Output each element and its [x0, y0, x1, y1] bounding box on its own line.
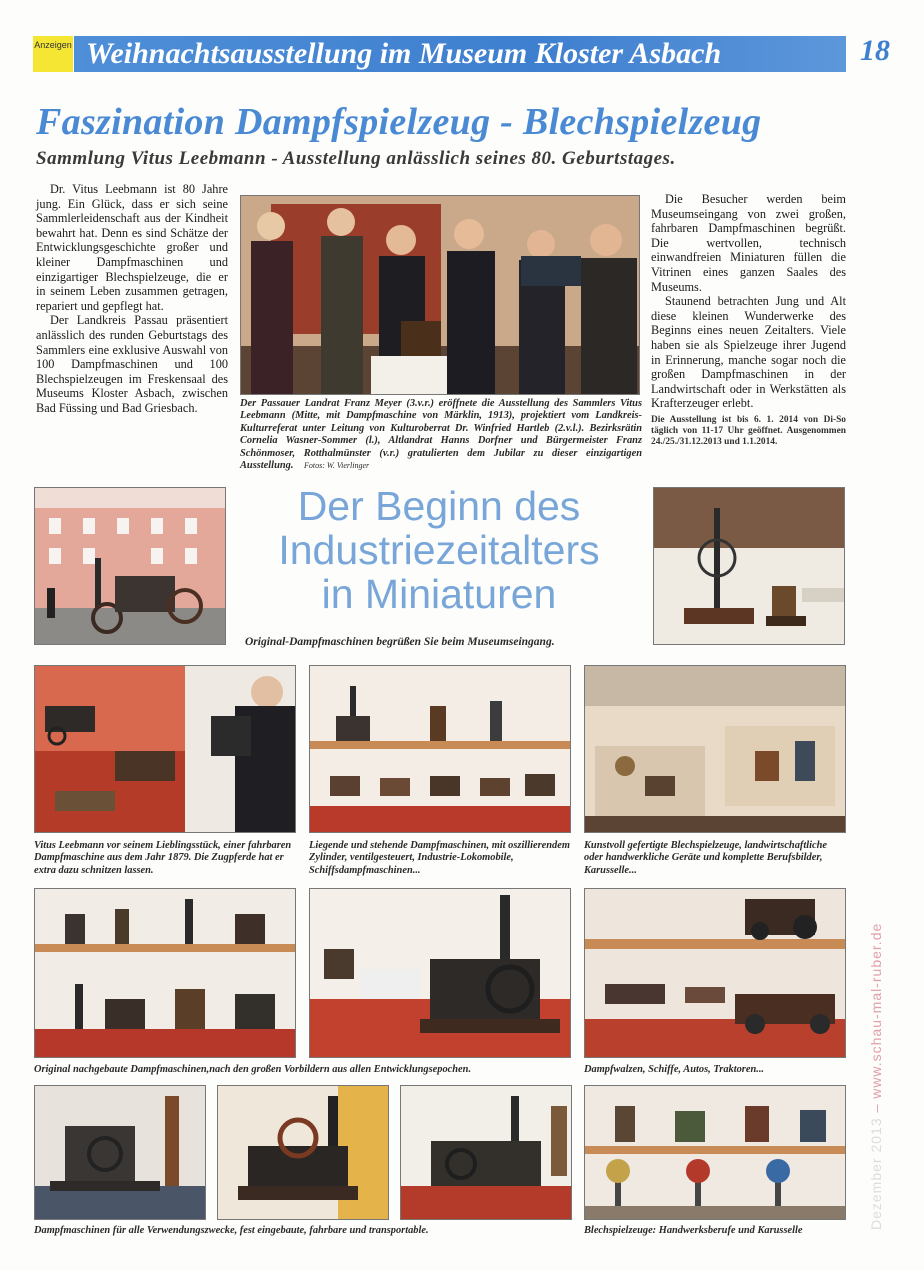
caption-row3-left: Dampfmaschinen für alle Verwendungszwecke, fest eingebaute, fahrbare und transportable.	[34, 1225, 429, 1236]
large-steam-engine-photo	[309, 888, 571, 1058]
opening-hours-note: Die Ausstellung ist bis 6. 1. 2014 von Di-So täglich von 11-17 Uhr geöffnet. Ausgenommen 24./25./31.12.2013 und 1.1.2014.	[651, 414, 846, 448]
right-text-column	[651, 192, 846, 449]
feature-title-line-1: Der Beginn des	[297, 483, 581, 529]
caption-row1-mid: Liegende und stehende Dampfmaschinen, mit oszillierendem Zylinder, ventilgesteuert, Industrie-Lokomobile, Schiffsdampfmaschinen...	[309, 840, 570, 876]
group-photo-caption	[240, 398, 642, 472]
side-date: Dezember 2013	[868, 1117, 884, 1230]
caption-row2-right: Dampfwalzen, Schiffe, Autos, Traktoren...	[584, 1064, 765, 1075]
banner-title: Weihnachtsausstellung im Museum Kloster Asbach	[74, 36, 846, 72]
caption-row2-left: Original nachgebaute Dampfmaschinen,nach den großen Vorbildern aus allen Entwicklungsepochen.	[34, 1064, 472, 1075]
caption-row1-right: Kunstvoll gefertigte Blechspielzeuge, landwirtschaftliche oder handwerkliche Geräte und komplette Berufsbilder, Karusselle...	[584, 840, 828, 876]
left-paragraph-1: Dr. Vitus Leebmann ist 80 Jahre jung. Ein Glück, dass er sich seine Sammlerleidenschaft aus der Kindheit bewahrt hat. Denn es sind Schätze der Entwicklungsgeschichte großer und kleiner Dampfmaschinen und einzigartiger Blechspielzeuge, die er in seinem Leben zusammen getragen, repariert und gepflegt hat.	[36, 182, 228, 313]
page-number: 18	[860, 34, 890, 67]
steam-engine-closeup-photo	[653, 487, 845, 645]
leebmann-favorite-photo	[34, 665, 296, 833]
ad-tag: Anzeigen	[33, 36, 73, 72]
stationary-engine-photo	[34, 1085, 206, 1220]
left-text-column	[36, 182, 228, 416]
crafts-carousels-photo	[584, 1085, 846, 1220]
tin-toys-vitrine-photo	[584, 665, 846, 833]
steam-engines-shelves-photo	[309, 665, 571, 833]
caption-row3-right: Blechspielzeuge: Handwerksberufe und Karusselle	[584, 1225, 803, 1236]
mobile-engine-photo	[217, 1085, 389, 1220]
group-photo-caption-text: Der Passauer Landrat Franz Meyer (3.v.r.) eröffnete die Ausstellung des Sammlers Vitus Leebmann (Mitte, mit Dampfmaschine von Märklin, 1913), projektiert vom Landkreis-Kulturreferat unter Leitung von Kulturoberrat Dr. Winfried Hartleb (2.v.l.). Bezirksrätin Cornelia Wasner-Sommer (l.), Altlandrat Hanns Dorfner und Bürgermeister Franz Schönmoser, Rotthalmünster (v.r.) gratulierten dem Jubilar zu dieser einzigartigen Ausstellung.	[240, 398, 642, 472]
right-paragraph-2: Staunend betrachten Jung und Alt diese kleinen Wunderwerke des Beginns eines neuen Zeitalters. Viele haben sie als Spielzeuge ihrer Jugend in Erinnerung, manche sogar noch die großen Dampfmaschinen in der Landwirtschaft oder in Werkstätten als Krafterzeuger erlebt.	[651, 294, 846, 411]
rollers-cars-tractors-photo	[584, 888, 846, 1058]
feature-title	[236, 484, 642, 616]
caption-row1-left: Vitus Leebmann vor seinem Lieblingsstück, einer fahrbaren Dampfmaschine aus dem Jahr 1879. Die Zugpferde hat er extra dazu schnitzen lassen.	[34, 840, 292, 876]
right-paragraph-1: Die Besucher werden beim Museumseingang von zwei großen, fahrbaren Dampfmaschinen begrüßt. Die wertvollen, technisch einwandfreien Miniaturen füllen die Vitrinen eines ganzen Saales des Museums.	[651, 192, 846, 294]
article-subtitle: Sammlung Vitus Leebmann - Ausstellung anlässlich seines 80. Geburtstages.	[36, 148, 676, 169]
transportable-engine-photo	[400, 1085, 572, 1220]
side-website-link[interactable]: www.schau-mal-ruber.de	[868, 922, 884, 1099]
feature-title-line-3: in Miniaturen	[321, 571, 557, 617]
article-title: Faszination Dampfspielzeug - Blechspielzeug	[36, 101, 762, 143]
photo-credit: Fotos: W. Vierlinger	[304, 461, 370, 471]
group-photo	[240, 195, 640, 395]
feature-caption: Original-Dampfmaschinen begrüßen Sie beim Museumseingang.	[245, 636, 555, 648]
left-paragraph-2: Der Landkreis Passau präsentiert anlässlich des runden Geburtstags des Sammlers eine exklusive Auswahl von 100 Dampfmaschinen und 100 Blechspielzeugen im Freskensaal des Museums Kloster Asbach, zwischen Bad Füssing und Bad Griesbach.	[36, 313, 228, 415]
reconstructed-engines-photo	[34, 888, 296, 1058]
feature-title-line-2: Industriezeitalters	[278, 527, 600, 573]
side-imprint: Dezember 2013 – www.schau-mal-ruber.de	[868, 922, 884, 1230]
museum-courtyard-photo	[34, 487, 226, 645]
